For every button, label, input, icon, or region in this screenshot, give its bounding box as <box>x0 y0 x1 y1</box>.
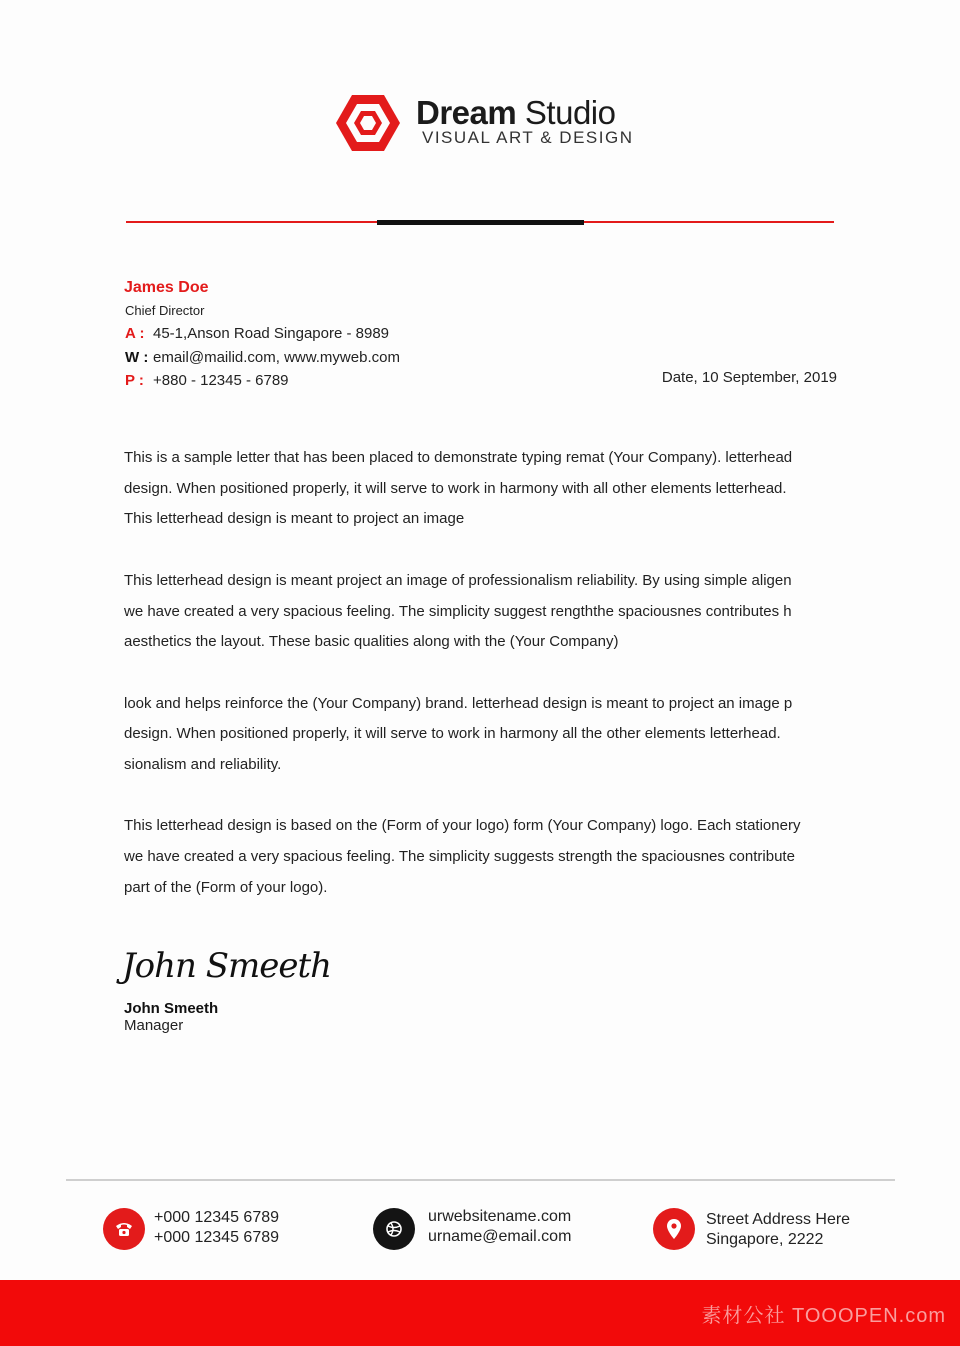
web-key: W : <box>125 349 149 366</box>
sender-web: email@mailid.com, www.myweb.com <box>153 349 400 366</box>
address-key: A : <box>125 325 145 342</box>
footer-address-2: Singapore, 2222 <box>706 1231 824 1248</box>
body-line: This is a sample letter that has been placed to demonstrate typing remat (Your Company). letterhead <box>124 449 793 466</box>
body-line: aesthetics the layout. These basic qualities along with the (Your Company) <box>124 633 619 651</box>
body-line: This letterhead design is based on the (Form of your logo) form (Your Company) logo. Each stationery <box>124 817 801 835</box>
footer-phone-1: +000 12345 6789 <box>154 1209 280 1226</box>
body-line: This letterhead design is meant project an image of professionalism reliability. By using simple aligen <box>124 571 792 589</box>
letter-body <box>124 443 844 934</box>
location-pin-icon <box>653 1208 695 1250</box>
footer-phone-block <box>154 1208 279 1248</box>
body-line: design. When positioned properly, it will serve to work in harmony with all other elements letterhead. <box>124 479 787 497</box>
hexagon-logo-icon <box>335 93 401 153</box>
sender-name: James Doe <box>124 279 209 296</box>
sender-address-row <box>125 325 389 342</box>
footer-address-1: Street Address Here <box>706 1211 851 1228</box>
sender-title: Chief Director <box>125 303 205 318</box>
body-line: design. When positioned properly, it will serve to work in harmony all the other elements letterhead. <box>124 725 781 743</box>
body-line: look and helps reinforce the (Your Company) brand. letterhead design is meant to project an image p <box>124 694 793 712</box>
footer-phone-2: +000 12345 6789 <box>154 1229 280 1246</box>
signer-name: John Smeeth <box>124 1000 219 1017</box>
globe-icon <box>373 1208 415 1250</box>
brand-name <box>416 94 615 132</box>
sender-address: 45-1,Anson Road Singapore - 8989 <box>153 325 390 342</box>
brand-name-bold: Dream <box>416 94 517 131</box>
footer-website: urwebsitename.com <box>428 1208 572 1225</box>
brand-tagline: VISUAL ART & DESIGN <box>422 128 634 147</box>
letter-date: Date, 10 September, 2019 <box>661 369 837 386</box>
body-line: sionalism and reliability. <box>124 756 282 773</box>
brand-name-light: Studio <box>524 94 616 131</box>
telephone-icon <box>103 1208 145 1250</box>
body-line: we have created a very spacious feeling. The simplicity suggest rengththe spaciousnes contributes h <box>124 602 792 620</box>
paragraph-4 <box>124 811 844 903</box>
sender-web-row <box>125 349 400 366</box>
footer-divider <box>66 1179 895 1181</box>
body-line: This letterhead design is meant to project an image <box>124 510 465 528</box>
signer-role: Manager <box>124 1017 184 1034</box>
header-divider-center <box>377 220 584 225</box>
footer-email: urname@email.com <box>428 1228 572 1245</box>
body-line: we have created a very spacious feeling. The simplicity suggests strength the spaciousnes contribute <box>124 848 795 866</box>
sender-phone-row <box>125 372 289 389</box>
header-divider-right <box>584 221 834 223</box>
phone-key: P : <box>125 372 144 389</box>
header-divider-left <box>126 221 377 223</box>
footer-web-block <box>428 1207 571 1247</box>
paragraph-2 <box>124 566 844 658</box>
paragraph-3 <box>124 689 844 781</box>
footer-address-block <box>706 1210 850 1250</box>
handwritten-signature: John Smeeth <box>122 946 332 986</box>
paragraph-1 <box>124 443 844 535</box>
body-line: part of the (Form of your logo). <box>124 878 328 896</box>
watermark: 素材公社 TOOOPEN.com <box>701 1305 946 1327</box>
sender-phone: +880 - 12345 - 6789 <box>153 372 289 389</box>
